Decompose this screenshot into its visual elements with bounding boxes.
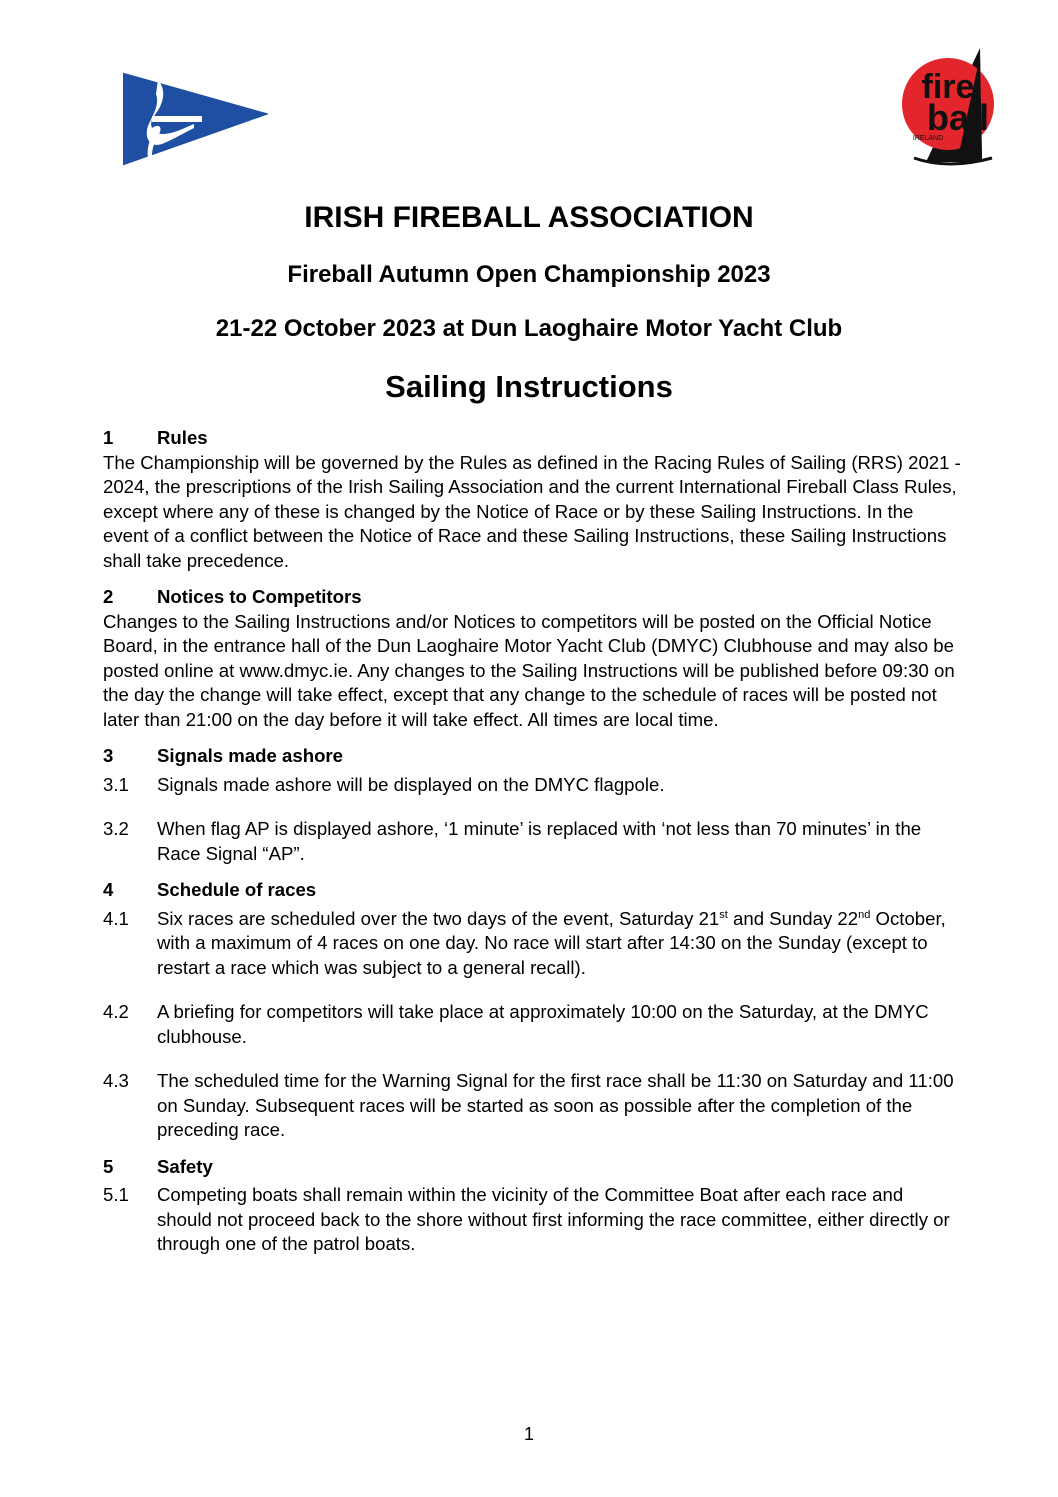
section-heading-signals [103,744,963,769]
event-title: Fireball Autumn Open Championship 2023 [287,261,771,288]
section-body-rules: The Championship will be governed by the Rules as defined in the Racing Rules of Sailing (RRS) 2021 - 2024, the prescriptions of the Irish Sailing Association and the current International Fireball Class Rules, except where any of these is changed by the Notice of Race or by these Sailing Instructions. In the event of a conflict between the Notice of Race and these Sailing Instructions, these Sailing Instructions shall take precedence. [103,451,961,571]
item-text: When flag AP is displayed ashore, ‘1 minute’ is replaced with ‘not less than 70 minutes’ in the Race Signal “AP”. [157,818,922,864]
item-number: 3.2 [103,818,129,839]
section-number: 2 [103,586,114,607]
list-item [103,1183,963,1257]
section-number: 3 [103,745,114,766]
logo-word-ball: ball [926,97,990,138]
item-number: 3.1 [103,773,129,795]
ordinal-suffix: nd [858,908,871,921]
section-heading-notices [103,585,963,610]
item-number: 4.2 [103,1001,129,1022]
association-title: IRISH FIREBALL ASSOCIATION [304,201,754,234]
item-text: A briefing for competitors will take place at approximately 10:00 on the Saturday, at the DMYC clubhouse. [157,1001,929,1047]
section-heading-safety [103,1155,963,1180]
section-title: Schedule of races [157,879,317,900]
list-item [103,907,963,981]
section-number: 4 [103,879,114,900]
item-number: 4.3 [103,1070,129,1091]
item-text: Six races are scheduled over the two days of the event, Saturday 21st and Sunday 22nd October, with a maximum of 4 races on one day. No race will start after 14:30 on the Sunday (except to restart a race which was subject to a general recall). [157,907,946,978]
section-body-notices: Changes to the Sailing Instructions and/or Notices to competitors will be posted on the Official Notice Board, in the entrance hall of the Dun Laoghaire Motor Yacht Club (DMYC) Clubhouse and may also be posted online at www.dmyc.ie. Any changes to the Sailing Instructions will be published before 09:30 on the day the change will take effect, except that any change to the schedule of races will be posted not later than 21:00 on the day before it will take effect. All times are local time. [103,610,955,730]
section-number: 5 [103,1155,114,1177]
item-number: 4.1 [103,907,129,929]
section-title: Notices to Competitors [157,586,362,607]
list-item [103,1069,963,1143]
dates-venue: 21-22 October 2023 at Dun Laoghaire Motor Yacht Club [215,315,843,342]
burgee-flag-logo-icon [122,72,268,166]
logo-word-fire: fire [921,68,975,106]
list-item [103,773,963,798]
logo-subtext: IRELAND [912,135,944,142]
list-item [103,817,963,866]
section-heading-rules [103,426,963,451]
fireball-ireland-logo-icon [896,46,1012,170]
document-body [103,426,963,1257]
list-item [103,1000,963,1049]
section-title: Safety [157,1155,213,1177]
item-text: The scheduled time for the Warning Signal for the first race shall be 11:30 on Saturday and 11:00 on Sunday. Subsequent races will be started as soon as possible after the completion of the preceding race. [157,1070,954,1140]
item-number: 5.1 [103,1184,129,1205]
section-title: Rules [157,427,208,448]
ordinal-suffix: st [719,908,728,921]
section-number: 1 [103,427,114,448]
item-text: Signals made ashore will be displayed on the DMYC flagpole. [157,773,665,795]
section-title: Signals made ashore [157,745,344,766]
page-number: 1 [523,1424,534,1444]
document-title: Sailing Instructions [385,369,673,404]
item-text: Competing boats shall remain within the vicinity of the Committee Boat after each race and should not proceed back to the shore without first informing the race committee, either directly or through one of the patrol boats. [157,1184,950,1254]
section-heading-schedule [103,878,963,903]
